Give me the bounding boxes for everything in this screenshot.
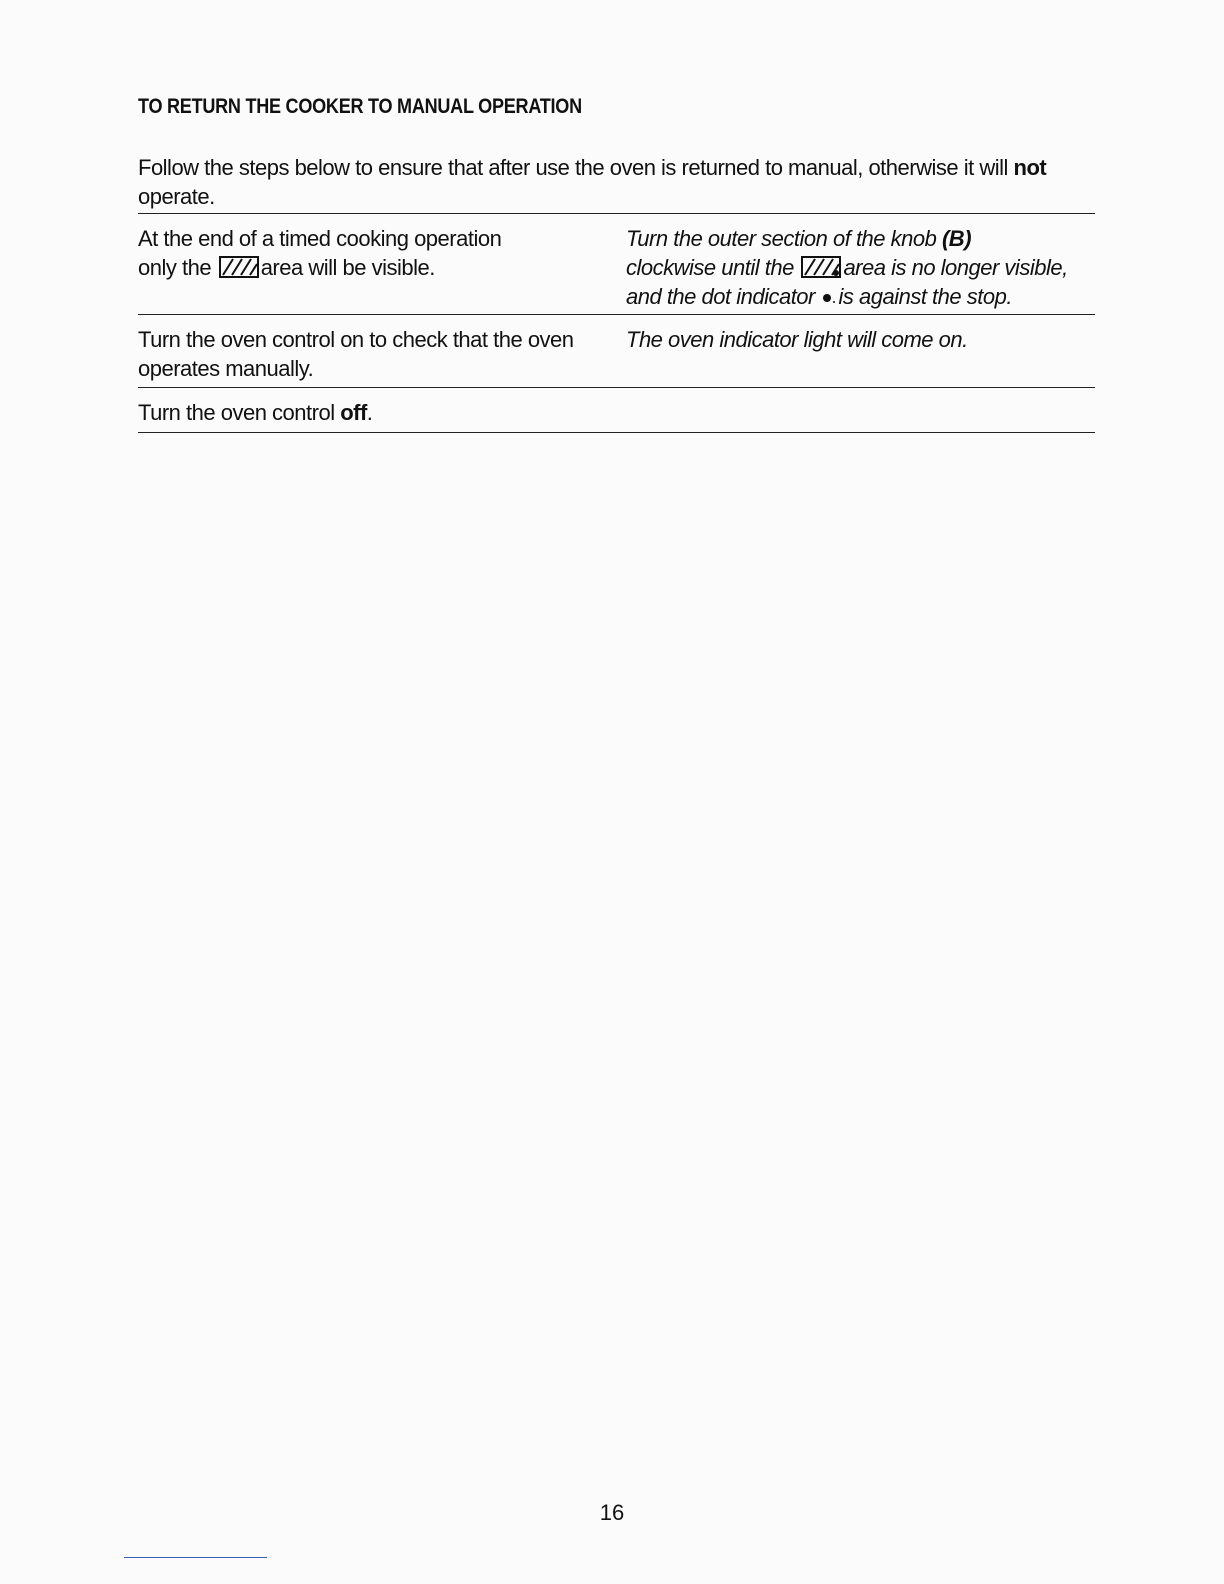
step-2-result-line-1: The oven indicator light will come on. (626, 327, 968, 352)
step-2-result (626, 325, 1096, 354)
step-1-result (626, 224, 1096, 311)
step-row-3 (138, 387, 1095, 433)
bottom-divider (124, 1557, 267, 1558)
step-1-action-line-1: At the end of a timed cooking operation (138, 226, 502, 251)
step-1-action-line-2-start: only the (138, 255, 212, 280)
page-heading: TO RETURN THE COOKER TO MANUAL OPERATION (138, 95, 582, 118)
knob-b-reference: (B) (941, 226, 972, 251)
step-3-action (138, 398, 608, 427)
step-2-action (138, 325, 608, 383)
step-1-result-line-2-start: clockwise until the (626, 255, 794, 280)
steps-table (138, 213, 1095, 433)
intro-emphasis: not (1013, 155, 1047, 180)
step-row-1 (138, 213, 1095, 314)
intro-tail: operate. (138, 184, 215, 209)
hatched-area-icon (801, 256, 841, 278)
intro-paragraph (138, 153, 1095, 211)
dot-indicator-icon (821, 285, 839, 307)
step-2-action-line-1: Turn the oven control on to check that the oven (138, 327, 574, 352)
step-2-action-line-2: operates manually. (138, 356, 314, 381)
step-1-result-line-3-end: is against the stop. (838, 284, 1012, 309)
step-3-action-tail: . (366, 400, 373, 425)
hatched-area-icon (219, 256, 259, 278)
intro-text: Follow the steps below to ensure that after use the oven is returned to manual, otherwise it will (138, 155, 1008, 180)
step-1-action-line-2-end: area will be visible. (260, 255, 435, 280)
step-3-action-text: Turn the oven control (138, 400, 335, 425)
step-3-action-emphasis: off (340, 400, 367, 425)
step-1-result-line-1: Turn the outer section of the knob (626, 226, 937, 251)
step-row-2 (138, 314, 1095, 387)
page-number: 16 (599, 1500, 625, 1525)
step-1-result-line-3-start: and the dot indicator (626, 284, 815, 309)
step-1-result-line-2-end: area is no longer visible, (843, 255, 1068, 280)
step-1-action (138, 224, 608, 282)
